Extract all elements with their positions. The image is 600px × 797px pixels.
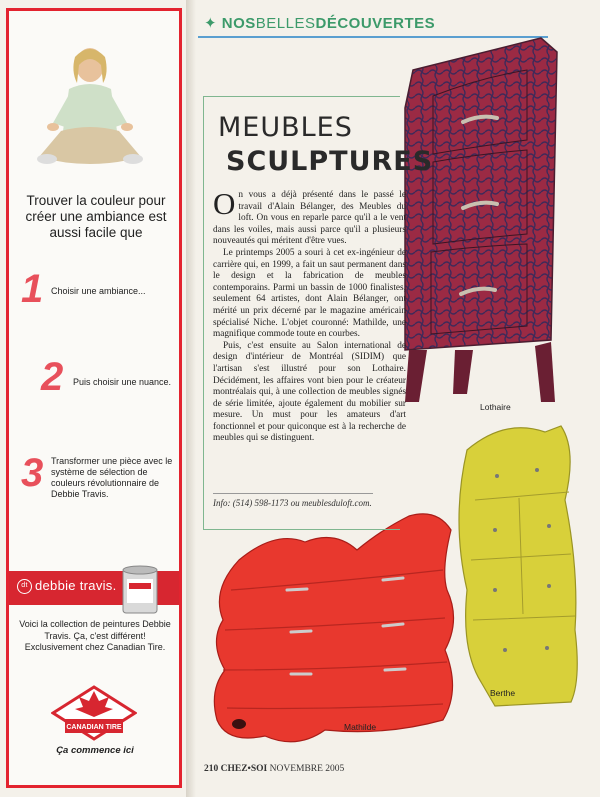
woman-photo [31,39,149,171]
ad-slogan: Ça commence ici [56,745,134,756]
article-body [213,186,406,445]
caption-berthe: Berthe [490,688,516,698]
step-text-1: Choisir une ambiance... [51,286,146,296]
section-diamond-icon: ✦ [204,15,218,32]
page-number: 210 [204,764,219,774]
paragraph-2: Le printemps 2005 a souri à cet ex-ingénieur de carrière qui, en 1999, a fait un saut permanent dans le design et la fabrication de meubles contemporains. Parmi un bassin de 1000 finalistes, seulement 64 artistes, dont Alain Bélanger, ont mérité un prix décerné par le magazine américain spécialisé Niche. L'objet couronné: Mathilde, une magnifique commode toute en courbes. [213,247,406,340]
paragraph-3: Puis, c'est ensuite au Salon international de design d'intérieur de Montréal (SIDIM) que l'artisan s'est illustré pour son Lothaire. Décidément, les affaires vont bien pour le créateur montréalais qui, à une collection de meubles signés de série limitée, ajoute également du mobilier sur mesure. Un must pour les amateurs d'art fonctionnel et pour quiconque est à la recherche de meubles qui se distinguent. [213,340,406,444]
collection-text: Voici la collection de peintures Debbie Travis. Ça, c'est différent! Exclusivement chez Canadian Tire. [19,619,171,652]
caption-lothaire: Lothaire [480,402,511,412]
step-text-2: Puis choisir une nuance. [73,377,172,387]
section-header: ✦ NOSBELLESDÉCOUVERTES [204,15,436,32]
article-title-line2: SCULPTURES [226,146,434,177]
caption-mathilde: Mathilde [344,722,377,732]
page-gutter [186,0,196,797]
info-line: Info: (514) 598-1173 ou meublesduloft.com. [213,498,372,508]
magazine-name: CHEZ•SOI [220,764,268,774]
step-number-1: 1 [21,267,44,311]
drop-cap: O [213,186,236,221]
paragraph-1: n vous a déjà présenté dans le passé le travail d'Alain Bélanger, des Meubles du loft. On vous en reparle parce qu'il a le vent dans les voiles, mais aussi parce qu'il a plusieurs nouveautés qui méritent d'être vues. [213,190,406,247]
step-number-2: 2 [41,355,64,399]
ad-headline: Trouver la couleur pour créer une ambiance est aussi facile que [25,193,167,240]
issue-date: NOVEMBRE 2005 [269,764,345,774]
step-number-3: 3 [21,451,44,495]
debbie-travis-ad [6,8,182,788]
svg-text:CANADIAN TIRE: CANADIAN TIRE [66,724,122,731]
info-rule [213,493,373,494]
paint-can-icon [119,563,161,615]
step-text-3: Transformer une pièce avec le système de sélection de couleurs révolutionnaire de Debbie Travis. [51,456,173,499]
debbie-travis-logo: dt debbie travis. [17,578,117,594]
page-footer [204,764,344,774]
canadian-tire-logo [51,683,137,743]
article-title-line1: MEUBLES [218,112,353,143]
